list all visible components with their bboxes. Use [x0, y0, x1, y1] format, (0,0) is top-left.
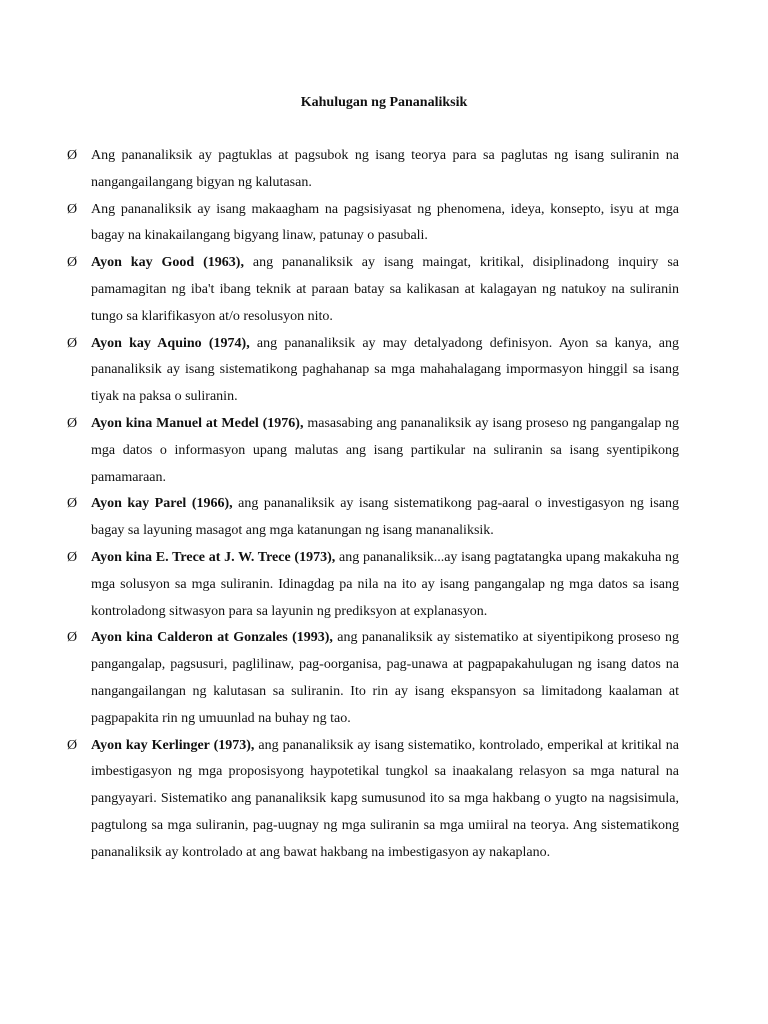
definition-entry-parel	[67, 491, 679, 545]
definition-entry-good	[67, 250, 679, 330]
definition-entry-calderon-gonzales	[67, 625, 679, 732]
definition-entry-kerlinger	[67, 733, 679, 867]
entry-author: Ayon kina Calderon at Gonzales (1993),	[91, 630, 333, 646]
entry-text: ang pananaliksik...ay isang pagtatangka upang makakuha ng mga solusyon sa mga suliranin. Idinagdag pa nila na ito ay isang pangangalap ng mga datos sa isang kontroladong sitwasyon para sa layunin ng prediksyon at explanasyon.	[91, 549, 680, 619]
bullet-icon: Ø	[67, 201, 78, 217]
bullet-icon: Ø	[67, 335, 78, 351]
entry-author: Ayon kay Kerlinger (1973),	[91, 737, 255, 753]
bullet-icon: Ø	[67, 148, 78, 163]
definition-entry-aquino	[67, 331, 679, 411]
entry-author: Ayon kina Manuel at Medel (1976),	[91, 415, 304, 431]
entry-text: ang pananaliksik ay sistematiko at siyentipikong proseso ng pangangalap, pagsusuri, paglilinaw, pag-oorganisa, pag-unawa at pagpapakahulugan ng isang datos na nangangailangan ng kalutasan sa suliranin. Ito rin ay isang ekspansyon sa limitadong kaalaman at pagpapakita rin ng umuunlad na buhay ng tao.	[91, 630, 680, 726]
entry-author: Ayon kay Parel (1966),	[91, 496, 233, 512]
bullet-icon: Ø	[67, 737, 78, 753]
entry-author: Ayon kay Aquino (1974),	[91, 335, 250, 351]
entry-text: Ang pananaliksik ay pagtuklas at pagsubok ng isang teorya para sa paglutas ng isang suliranin na nangangailangang bigyan ng kalutasan.	[91, 148, 679, 190]
definition-entry-1	[67, 143, 679, 197]
entry-text: ang pananaliksik ay isang sistematikong pag-aaral o investigasyon ng isang bagay sa layuning masagot ang mga katanungan ng isang mananaliksik.	[91, 496, 679, 539]
entry-text: ang pananaliksik ay isang sistematiko, kontrolado, emperikal at kritikal na imbestigasyon ng mga proposisyong haypotetikal tungkol sa inaakalang relasyon sa mga natural na pangyayari. Sistematiko ang pananaliksik kapg sumusunod ito sa mga hakbang o yugto na nagsisimula, pagtulong sa mga suliranin, pag-uugnay ng mga suliranin sa mga umiiral na teorya. Ang sistematikong pananaliksik ay kontrolado at ang bawat hakbang na imbestigasyon ay nakaplano.	[91, 737, 680, 860]
entry-text: masasabing ang pananaliksik ay isang proseso ng pangangalap ng mga datos o informasyon upang malutas ang isang partikular na suliranin sa isang syentipikong pamamaraan.	[91, 415, 680, 485]
bullet-icon: Ø	[67, 496, 78, 512]
document-title: Kahulugan ng Pananaliksik	[300, 95, 468, 110]
bullet-icon: Ø	[67, 415, 78, 431]
entry-text: ang pananaliksik ay isang maingat, kritikal, disiplinadong inquiry sa pamamagitan ng iba't ibang teknik at paraan batay sa kalikasan at kalagayan ng natukoy na suliranin tungo sa klarifikasyon at/o resolusyon nito.	[91, 255, 679, 324]
entry-text: Ang pananaliksik ay isang makaagham na pagsisiyasat ng phenomena, ideya, konsepto, isyu at mga bagay na kinakailangang bigyang linaw, patunay o pasubali.	[91, 201, 679, 244]
definition-entry-manuel-medel	[67, 411, 679, 491]
bullet-icon: Ø	[67, 630, 78, 646]
entry-text: ang pananaliksik ay may detalyadong definisyon. Ayon sa kanya, ang pananaliksik ay isang sistematikong paghahanap sa mga mahahalagang impormasyon hinggil sa isang tiyak na paksa o suliranin.	[91, 335, 680, 405]
bullet-icon: Ø	[67, 255, 78, 271]
definition-list	[67, 143, 679, 867]
bullet-icon: Ø	[67, 549, 78, 565]
entry-author: Ayon kay Good (1963),	[91, 255, 244, 271]
entry-author: Ayon kina E. Trece at J. W. Trece (1973),	[91, 549, 336, 565]
definition-entry-trece	[67, 545, 679, 625]
definition-entry-2	[67, 197, 679, 251]
